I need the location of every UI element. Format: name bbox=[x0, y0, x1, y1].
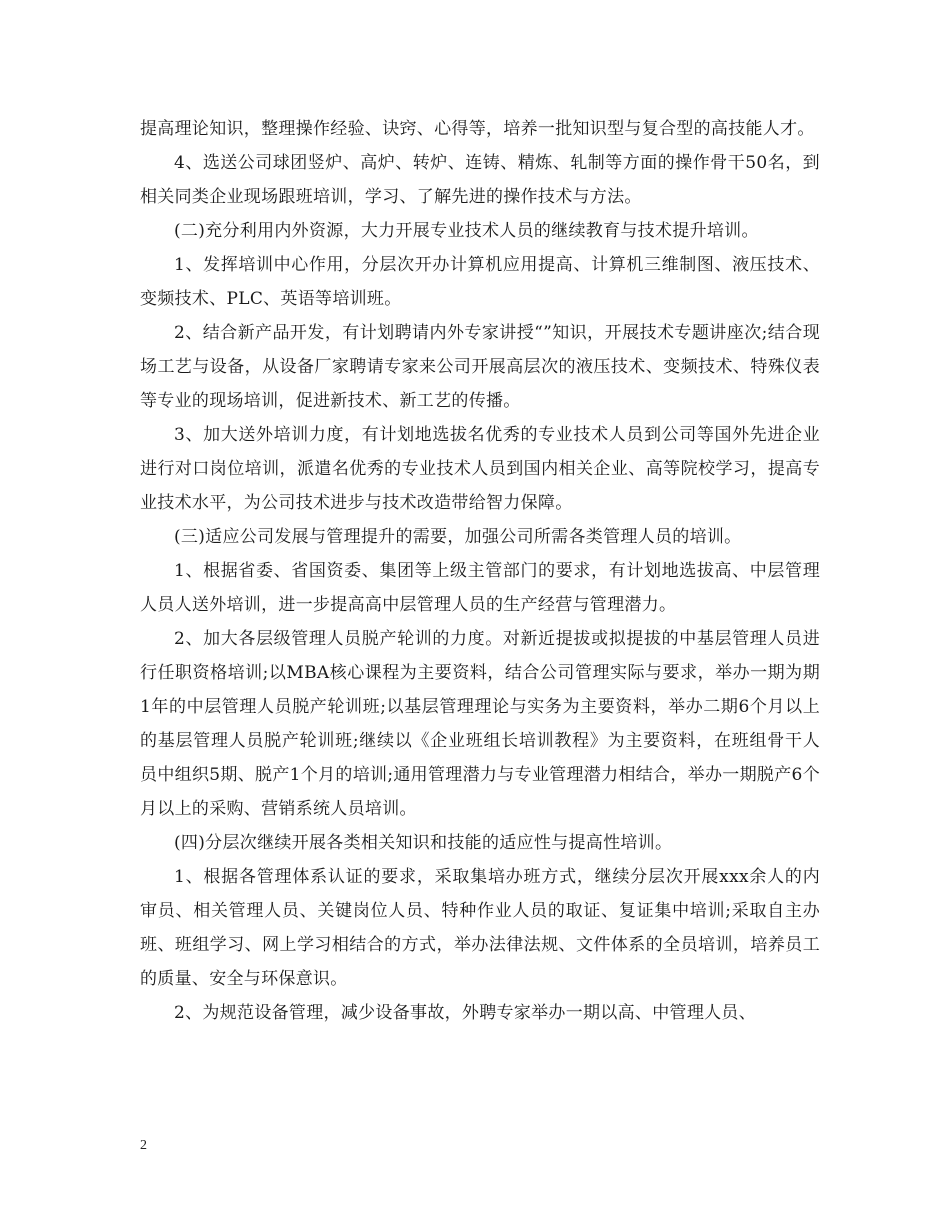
paragraph-continuation: 提高理论知识，整理操作经验、诀窍、心得等，培养一批知识型与复合型的高技能人才。 bbox=[140, 119, 815, 139]
document-body bbox=[140, 112, 820, 1030]
section-heading-2: (二)充分利用内外资源，大力开展专业技术人员的继续教育与技术提升培训。 bbox=[174, 221, 759, 241]
section-heading-4: (四)分层次继续开展各类相关知识和技能的适应性与提高性培训。 bbox=[174, 833, 673, 853]
paragraph-item-4: 4、选送公司球团竖炉、高炉、转炉、连铸、精炼、轧制等方面的操作骨干50名，到相关同类企业现场跟班培训，学习、了解先进的操作技术与方法。 bbox=[140, 153, 820, 207]
page-number: 2 bbox=[140, 1138, 147, 1153]
paragraph-item-2: 2、结合新产品开发，有计划聘请内外专家讲授“”知识，开展技术专题讲座次;结合现场工艺与设备，从设备厂家聘请专家来公司开展高层次的液压技术、变频技术、特殊仪表等专业的现场培训，促进新技术、新工艺的传播。 bbox=[140, 323, 820, 411]
paragraph-item-3: 3、加大送外培训力度，有计划地选拔名优秀的专业技术人员到公司等国外先进企业进行对口岗位培训，派遣名优秀的专业技术人员到国内相关企业、高等院校学习，提高专业技术水平，为公司技术进步与技术改造带给智力保障。 bbox=[140, 425, 820, 513]
paragraph-item-1: 1、根据省委、省国资委、集团等上级主管部门的要求，有计划地选拔高、中层管理人员人送外培训，进一步提高高中层管理人员的生产经营与管理潜力。 bbox=[140, 561, 820, 615]
paragraph-item-1: 1、发挥培训中心作用，分层次开办计算机应用提高、计算机三维制图、液压技术、变频技术、PLC、英语等培训班。 bbox=[140, 255, 820, 309]
paragraph-item-2: 2、加大各层级管理人员脱产轮训的力度。对新近提拔或拟提拔的中基层管理人员进行任职资格培训;以MBA核心课程为主要资料，结合公司管理实际与要求，举办一期为期1年的中层管理人员脱产轮训班;以基层管理理论与实务为主要资料，举办二期6个月以上的基层管理人员脱产轮训班;继续以《企业班组长培训教程》为主要资料，在班组骨干人员中组织5期、脱产1个月的培训;通用管理潜力与专业管理潜力相结合，举办一期脱产6个月以上的采购、营销系统人员培训。 bbox=[140, 629, 820, 819]
paragraph-item-2: 2、为规范设备管理，减少设备事故，外聘专家举办一期以高、中管理人员、 bbox=[174, 1003, 757, 1023]
paragraph-item-1: 1、根据各管理体系认证的要求，采取集培办班方式，继续分层次开展xxx余人的内审员、相关管理人员、关键岗位人员、特种作业人员的取证、复证集中培训;采取自主办班、班组学习、网上学习相结合的方式，举办法律法规、文件体系的全员培训，培养员工的质量、安全与环保意识。 bbox=[140, 867, 820, 989]
section-heading-3: (三)适应公司发展与管理提升的需要，加强公司所需各类管理人员的培训。 bbox=[174, 527, 742, 547]
